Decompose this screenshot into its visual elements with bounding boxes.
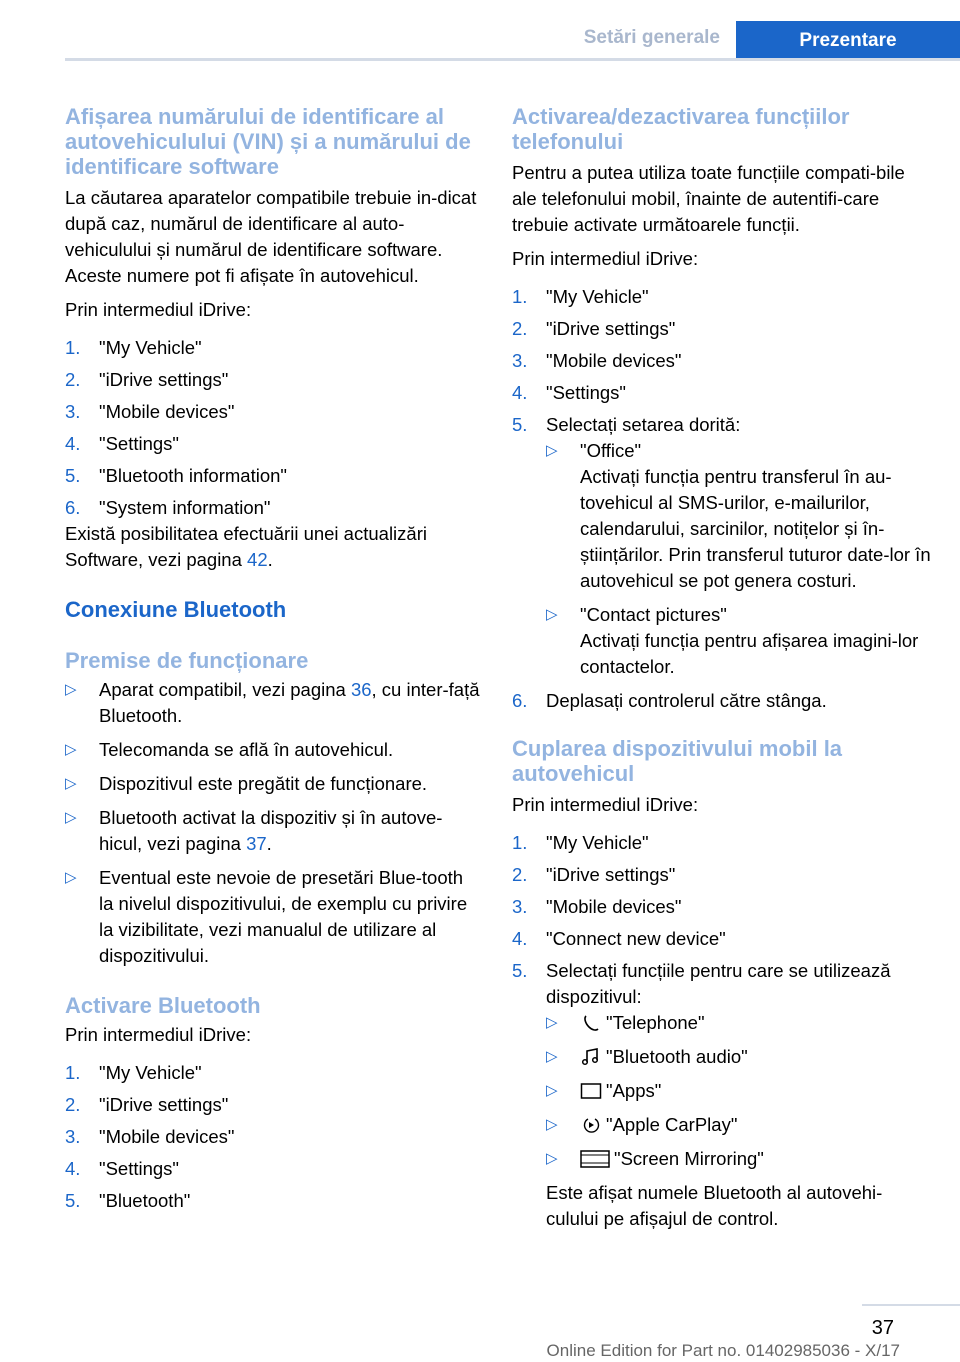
- list-item: ▷ "Contact pictures" Activați funcția pentru afișarea imagini-lor contactelor.: [546, 604, 919, 677]
- triangle-bullet-icon: ▷: [546, 1116, 558, 1133]
- list-item: 2. "iDrive settings": [65, 369, 229, 390]
- triangle-bullet-icon: ▷: [65, 775, 77, 792]
- list-item: 1. "My Vehicle": [65, 1062, 202, 1083]
- list-item: 1. "My Vehicle": [65, 337, 202, 358]
- page-link-36[interactable]: 36: [350, 679, 372, 700]
- paragraph-functions: Pentru a putea utiliza toate funcțiile compati-bile ale telefonului mobil, înainte de autentifi-care trebuie activate următoarele funcții.: [512, 162, 905, 235]
- list-item: ▷ Bluetooth activat la dispozitiv și în autove-hicul, vezi pagina 37.: [65, 807, 443, 854]
- carplay-icon: [580, 1116, 602, 1134]
- list-item: 2. "iDrive settings": [65, 1094, 229, 1115]
- heading-activare: Activare Bluetooth: [65, 993, 261, 1018]
- heading-vin: Afișarea numărului de identificare al autovehiculului (VIN) și a numărului de identificare software: [65, 104, 471, 179]
- device-functions: [546, 1010, 932, 1172]
- right-column: [512, 104, 932, 1238]
- paragraph-final: Este afișat numele Bluetooth al autovehi-culului pe afișajul de control.: [546, 1182, 883, 1229]
- list-item: 3. "Mobile devices": [65, 401, 235, 422]
- header-rule: [65, 58, 960, 61]
- triangle-bullet-icon: ▷: [65, 741, 77, 758]
- list-item: ▷ Eventual este nevoie de presetări Blue-tooth la nivelul dispozitivului, de exemplu cu privire la vizibilitate, vezi manualul de utilizare al dispozitivului.: [65, 867, 468, 966]
- list-item: 2. "iDrive settings": [512, 864, 676, 885]
- list-item: 4. "Settings": [65, 433, 179, 454]
- steps-vin: [65, 335, 480, 521]
- steps-bluetooth: [65, 1060, 480, 1214]
- premise-list: [65, 677, 480, 969]
- paragraph-idrive-4: Prin intermediul iDrive:: [512, 794, 699, 815]
- list-item: 3. "Mobile devices": [65, 1126, 235, 1147]
- triangle-bullet-icon: ▷: [546, 1048, 558, 1065]
- list-item: ▷ "Screen Mirroring": [546, 1146, 932, 1172]
- triangle-bullet-icon: ▷: [546, 606, 558, 623]
- paragraph-update: Există posibilitatea efectuării unei actualizări Software, vezi pagina 42.: [65, 523, 427, 570]
- screen-mirroring-icon: [580, 1150, 610, 1168]
- list-item: 1. "My Vehicle": [512, 286, 649, 307]
- footer-rule: [862, 1304, 960, 1306]
- heading-premise: Premise de funcționare: [65, 648, 309, 673]
- triangle-bullet-icon: ▷: [546, 442, 558, 459]
- telephone-icon: [580, 1014, 602, 1032]
- triangle-bullet-icon: ▷: [546, 1014, 558, 1031]
- apps-icon: [580, 1082, 602, 1100]
- paragraph-idrive: Prin intermediul iDrive:: [65, 299, 252, 320]
- triangle-bullet-icon: ▷: [546, 1150, 558, 1167]
- list-item: 3. "Mobile devices": [512, 350, 682, 371]
- page-number: 37: [871, 1317, 894, 1339]
- music-note-icon: [580, 1048, 602, 1066]
- list-item: ▷ Telecomanda se află în autovehicul.: [65, 737, 480, 763]
- steps-functions: [512, 284, 932, 714]
- left-column: [65, 104, 480, 1220]
- list-item: 5. Selectați funcțiile pentru care se utilizează dispozitivul: ▷ "Telephone" ▷ "Bluetooth audio" ▷ "Apps" ▷ "Apple CarPlay" ▷ "Screen Mirroring" Este afișat numele Bluetooth al autovehi-culului pe afișajul de control.: [512, 958, 932, 1232]
- header-bar: [65, 21, 960, 61]
- list-item: 2. "iDrive settings": [512, 318, 676, 339]
- list-item: ▷ "Apple CarPlay": [546, 1112, 932, 1138]
- list-item: 4. "Settings": [65, 1158, 179, 1179]
- heading-cuplare: Cuplarea dispozitivului mobil la autovehicul: [512, 736, 843, 786]
- list-item: 4. "Connect new device": [512, 928, 726, 949]
- paragraph-vin: La căutarea aparatelor compatibile trebuie in-dicat după caz, numărul de identificare al auto-vehiculului și numărul de identificare software. Aceste numere pot fi afișate în autovehicul.: [65, 187, 477, 286]
- paragraph-idrive-3: Prin intermediul iDrive:: [512, 248, 699, 269]
- page-link-37[interactable]: 37: [246, 833, 267, 854]
- heading-bluetooth: Conexiune Bluetooth: [65, 597, 287, 622]
- footer-text: Online Edition for Part no. 01402985036 - X/17: [546, 1341, 900, 1360]
- list-item: 5. "Bluetooth information": [65, 465, 287, 486]
- list-item: 3. "Mobile devices": [512, 896, 682, 917]
- triangle-bullet-icon: ▷: [65, 681, 77, 698]
- tab-section[interactable]: Setări generale: [583, 27, 720, 48]
- list-item: 4. "Settings": [512, 382, 626, 403]
- page-link-42[interactable]: 42: [247, 549, 268, 570]
- list-item: ▷ "Office" Activați funcția pentru transferul în au-tovehicul al SMS-urilor, e-mailurilor, calendarului, sarcinilor, notițelor și în-științărilor. Prin transferul tuturor date-lor în autovehicul se pot genera costuri.: [546, 440, 931, 591]
- list-item: 1. "My Vehicle": [512, 832, 649, 853]
- heading-functions: Activarea/dezactivarea funcțiilor telefonului: [512, 104, 850, 154]
- list-item: 6. "System information": [65, 497, 271, 518]
- steps-pairing: [512, 830, 932, 1232]
- triangle-bullet-icon: ▷: [65, 809, 77, 826]
- tab-chapter[interactable]: Prezentare: [736, 21, 960, 61]
- list-item: 6. Deplasați controlerul către stânga.: [512, 690, 827, 711]
- triangle-bullet-icon: ▷: [546, 1082, 558, 1099]
- list-item: ▷ Aparat compatibil, vezi pagina 36, cu inter-față Bluetooth.: [65, 679, 480, 726]
- settings-options: [546, 438, 932, 680]
- list-item: 5. Selectați setarea dorită: ▷ "Office" Activați funcția pentru transferul în au-tovehicul al SMS-urilor, e-mailurilor, calendarului, sarcinilor, notițelor și în-științărilor. Prin transferul tuturor date-lor în autovehicul se pot genera costuri. ▷ "Contact pictures" Activați funcția pentru afișarea imagini-lor contactelor.: [512, 412, 932, 680]
- paragraph-idrive-2: Prin intermediul iDrive:: [65, 1024, 252, 1045]
- list-item: ▷ "Apps": [546, 1078, 932, 1104]
- list-item: ▷ "Bluetooth audio": [546, 1044, 932, 1070]
- list-item: 5. "Bluetooth": [65, 1190, 191, 1211]
- list-item: ▷ "Telephone": [546, 1010, 932, 1036]
- list-item: ▷ Dispozitivul este pregătit de funcționare.: [65, 771, 480, 797]
- triangle-bullet-icon: ▷: [65, 869, 77, 886]
